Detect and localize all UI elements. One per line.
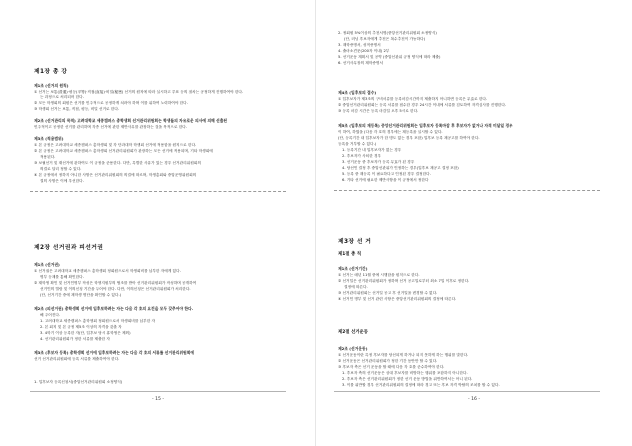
footer-rule	[334, 391, 600, 392]
section-divider	[334, 190, 600, 191]
section-divider	[30, 191, 286, 192]
footer-rule	[30, 391, 286, 392]
art4-line: ① 입후보자가 제3조의 구비서류를 등록마감시간까지 제출하지 아니하면 등록은 무효로 한다.	[338, 97, 488, 101]
ch1-art2-heading: 제2조 (선거관리의 목적) 고려대학교 세종캠퍼스 총학생회 선거관리위원회는 학생들의 자유로운 의사에 의해 선출된	[34, 118, 228, 123]
ch2-art1-line: 선거인의 열람 및 이의신청 기간을 두어야 한다. 다만, 이의신청은 선거관리위원회가 처리한다.	[40, 287, 191, 291]
ch3-art1-line: ③ 선거관리위원회는 선거일 공고 후 선거일을 변경할 수 없다.	[338, 291, 438, 295]
art5-line: 5. 등록 중 재등록 이 필요하다고 인정된 경우 결정한다.	[342, 172, 431, 176]
ch3-art1-heading: 제1조 (선거기간)	[338, 266, 368, 271]
art4-heading: 제4조 (입후보의 접수)	[338, 90, 377, 95]
ch1-art1-line: ② 모든 학생회의 회원은 선거를 민주적으로 공정하게 치러야 하며 이를 위하여 노력하여야 한다.	[34, 101, 188, 105]
ch3-art1-line: ② 선거일은 선거관리위원회가 정하며 선거 공고일로부터 최소 7일 이후로 정한다.	[338, 279, 470, 283]
candidate-docs-item: 6. 선거사무장의 재학증명서	[338, 61, 384, 65]
ch1-art3-line: ④ 본 규정에서 정하지 아니한 사항은 선거관리위원회의 의결에 따르며, 학생총회와 중앙운영위원회의	[34, 173, 197, 177]
ch2-art2-line: 2. 본 회칙 및 본 규정 제5조 이상의 자격을 갖춘 자	[40, 325, 122, 329]
ch3-art2-heading: 제2조 (선거운동)	[338, 346, 368, 351]
ch2-art2-line: 4. 선거관리위원회가 정한 서류를 제출한 자	[40, 337, 110, 341]
art5-line: 2. 후보자가 사퇴한 경우	[342, 154, 382, 158]
art5-line: (단, 등록기간 내 입후보자가 한 명도 없는 경우 포함) 입후보 등록 재공고를 하여야 한다.	[338, 136, 480, 140]
art5-line: 이 하여, 하였을 (다음 각 호의 경우에는 재등록을 실시할 수 있다.	[338, 130, 443, 134]
ch1-art3-line: ① 본 규정은 고려대학교 세종캠퍼스 총학생회 및 각 단과대학 학생회 선거에 적용함을 원칙으로 한다.	[34, 143, 197, 147]
ch1-art3-line: ② 본 규정은 고려대학교 세종캠퍼스 총학생회 선거관리위원회가 관장하는 모든 선거에 적용되며, 기타 학생회에	[34, 149, 213, 153]
ch3-art2-line: 1. 후보자 측의 선거운동은 상대 후보자를 비방하는 행위를 포함하지 아니한다.	[342, 371, 468, 375]
page-number: - 15 -	[151, 397, 165, 402]
ch3-art1-line: ④ 선거인 명부 및 선거 관련 사항은 중앙선거관리위원회의 결정에 따른다.	[338, 297, 457, 301]
ch3-art1-line: 결정에 따른다.	[344, 285, 368, 289]
ch2-art3-heading: 제3조 (후보자 등록) 총학생회 선거에 입후보하려는 자는 다음 각 호의 서류를 선거관리위원회에	[34, 350, 195, 355]
ch3-art1-line: ① 선거는 매년 11월 중에 시행함을 원칙으로 한다.	[338, 273, 420, 277]
ch2-art3-line: 선거 선거관리위원회에 등록 서류를 제출하여야 한다.	[34, 357, 120, 361]
ch3-art2-line: ② 선거운동은 선거관리위원회가 정한 기간 동안만 할 수 있다.	[338, 359, 438, 363]
candidate-docs-item: (단, 러닝 후보자에게 추천은 복수추천이 가능하다)	[344, 37, 426, 41]
candidate-docs-item: 4. 출마소견문(200자 이내) 2부	[338, 49, 390, 53]
ch1-art1-heading: 제1조 (선거의 원칙)	[34, 83, 69, 88]
ch2-art2-heading: 제2조 (피선거권) 총학생회 선거에 입후보하려는 자는 다음 각 호의 요건을 모두 갖추어야 한다.	[34, 306, 194, 311]
ch3-art2-line: 2. 후보자 측은 선거관리위원회가 정한 선거 운동 방법을 위반하여서는 아니 된다.	[342, 377, 473, 381]
ch3-art2-line: ③ 후보자 측은 선거 운동을 할 때에 다음 각 호를 준수하여야 한다.	[338, 365, 445, 369]
section-2-title: 제2절 선거운동	[338, 330, 369, 335]
ch3-art2-line: 3. 이를 위반할 경우 선거관리위원회의 결정에 따라 경고 또는 후보 자격 박탈의 조치를 할 수 있다.	[342, 383, 500, 387]
chapter-2-title: 제2장 선거권과 피선거권	[34, 245, 104, 251]
ch3-art2-line: ① 선거운동이란 특정 후보자를 당선되게 하거나 되지 못하게 하는 행위를 말한다.	[338, 353, 469, 357]
ch1-art3-line: 결의 사항은 이에 우선한다.	[40, 179, 84, 183]
art4-line: ③ 등록 마감 시간은 등록 마감일 오후 5시로 한다.	[338, 109, 419, 113]
candidate-docs-item: 5. 선거운동 계획서 및 공약 (중앙선관위 규정 양식에 따라 제출)	[338, 55, 441, 59]
ch2-art2-line: 3. 4학기 이상 등록한 자(단, 입후보 당시 휴학생은 제외)	[40, 331, 131, 335]
ch2-art1-line: 명부 등재를 통해 확인한다.	[40, 275, 84, 279]
candidate-docs-item: 3. 재학증명서, 성적증명서	[338, 43, 381, 47]
ch2-art2-line: 1. 고려대학교 세종캠퍼스 총학생회 정회원으로서 학생회비를 납부한 자	[40, 319, 156, 323]
ch1-art3-line: 적용된다.	[40, 155, 56, 159]
ch2-art1-line: (단, 선거기간 중에 재학생 명단을 확인할 수 있다.)	[40, 293, 122, 297]
chapter-1-title: 제1장 총 강	[34, 69, 68, 75]
ch1-art1-line: ③ 학생회 선거는 보통, 직접, 평등, 비밀 선거로 한다.	[34, 107, 120, 111]
chapter-3-title: 제3장 선 거	[338, 239, 372, 245]
ch1-art1-line: 는 과정으로 처리되어 한다.	[40, 95, 84, 99]
ch1-art3-line: 의결로 달리 정할 수 있다.	[40, 167, 82, 171]
art5-line: 3. 선거운동 중 후보자가 등록 무효가 된 경우	[342, 160, 415, 164]
art5-heading: 제5조 (입후보의 재등록) 중앙선거관리위원회는 입후보자 등록마감 후 후보자가 없거나 자격 미달일 경우	[338, 123, 513, 128]
ch2-art1-heading: 제1조 (선거권)	[34, 262, 60, 267]
art5-line: 6. 기타 선거에 필요한 제반사항을 이 규정에서 정한다	[342, 178, 429, 182]
page-number: - 16 -	[467, 397, 481, 402]
ch2-art1-line: ② 재학생 확인 및 선거인명부 작성은 학생지원부의 협조를 받아 선거관리위원회가 작성하며 공개하여	[34, 281, 197, 285]
art4-line: ② 중앙선거관리위원회는 등록 서류를 접수한 경우 24시간 이내에 서류를 검토하여 자격심사를 진행한다.	[338, 103, 507, 107]
art5-line: 4. 당선인 결정 후 중앙선관위가 인정하는 경우(입후보 재공고 결정 포함)	[342, 166, 459, 170]
art5-line: 1. 등록기간 내 입후보자가 없는 경우	[342, 148, 402, 152]
ch1-art3-line: ③ 보궐선거 및 재선거에 관하여도 이 규정을 준용한다. 다만, 특별한 사유가 있는 경우 선거관리위원회의	[34, 161, 201, 165]
ch2-art3-line: 1. 입후보자 등록신청서(중앙선거관리위원회 소정양식)	[34, 380, 123, 384]
ch1-art2-line: 민주적이고 공정한 선거를 관리하며 각종 선거에 관한 제반사무를 관장하는 것을 목적으로 한다.	[34, 125, 187, 129]
ch2-art2-line: 해 주어진다.	[40, 313, 61, 317]
section-1-title: 제1절 총 칙	[338, 252, 362, 257]
ch1-art1-line: ① 선거는 보통(普通)·평등(平等)·직접(直接)·비밀(秘密) 선거의 원칙에 따라 실시하고 투표 등의 절차는 공정하게 진행하여야 한다.	[34, 90, 244, 94]
candidate-docs-item: 2. 정회원 5%이상의 추천서명(중앙선거관리위원회 소정양식)	[338, 31, 437, 35]
art5-line: 등록을 거부할 수 있다.)	[338, 142, 377, 146]
ch1-art3-heading: 제3조 (적용범위)	[34, 136, 64, 141]
ch2-art1-line: ① 선거권은 고려대학교 세종캠퍼스 총학생회 정회원으로서 학생회비를 납부한 자에게 있다.	[34, 269, 181, 273]
right-page	[316, 0, 632, 446]
